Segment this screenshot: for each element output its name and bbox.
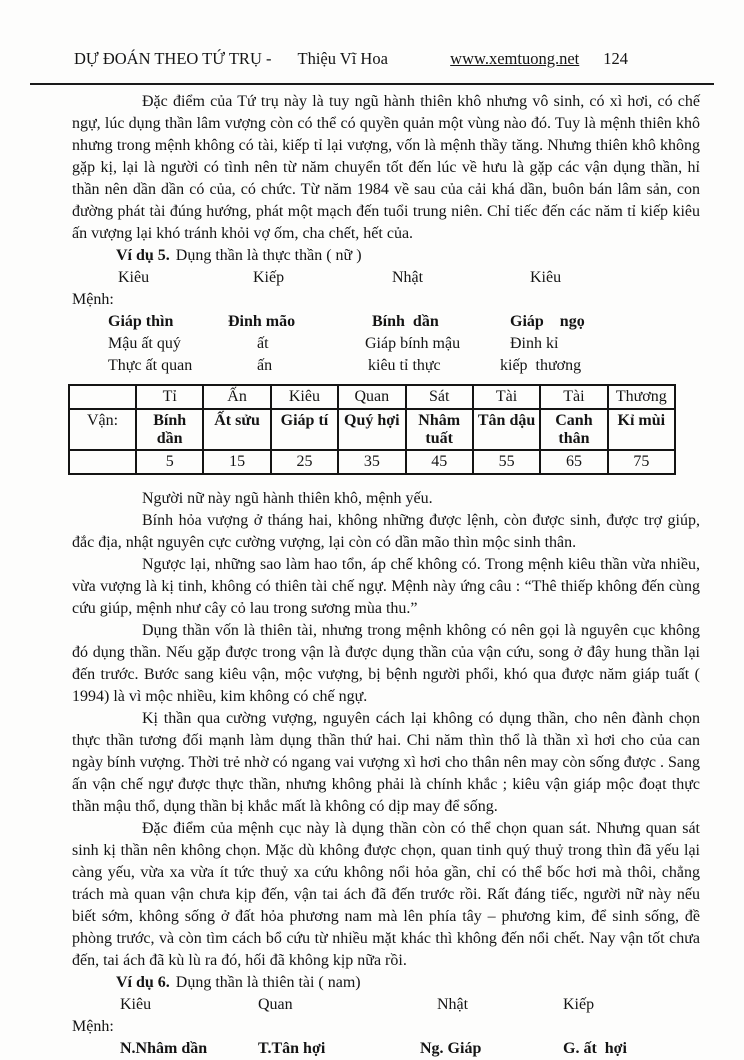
- age-cell: 75: [608, 450, 675, 474]
- pillar: Giáp thìn: [108, 313, 174, 330]
- god-label: Nhật: [392, 269, 424, 286]
- god-label: Nhật: [437, 996, 469, 1013]
- god-label: Kiêu: [530, 269, 562, 286]
- hidden-stem: ất: [257, 335, 269, 352]
- pillar-cell: Kỉ mùi: [608, 409, 675, 450]
- god-cell: Ấn: [203, 385, 270, 409]
- table-row: [69, 409, 675, 450]
- hidden-god: kiêu tỉ thực: [368, 357, 441, 374]
- example5-title-text: Dụng thần là thực thần ( nữ ): [175, 247, 362, 264]
- example6-menh-label: Mệnh:: [72, 1018, 114, 1035]
- age-cell: 5: [136, 450, 203, 474]
- table-row: [69, 385, 675, 409]
- god-cell: Quan: [338, 385, 405, 409]
- website-link[interactable]: www.xemtuong.net: [450, 49, 580, 68]
- example5-menh-label: Mệnh:: [72, 291, 114, 308]
- example6-title: [116, 972, 700, 994]
- empty-cell: [69, 450, 136, 474]
- god-label: Kiêu: [118, 269, 150, 286]
- pillar: Đinh mão: [228, 313, 296, 330]
- pillar-cell: Ất sửu: [203, 409, 270, 450]
- god-cell: Sát: [406, 385, 473, 409]
- intro-paragraph: Đặc điểm của Tứ trụ này là tuy ngũ hành thiên khô nhưng vô sinh, có xì hơi, có chế ngự, lúc dụng thần lâm vượng còn có thể có quyền quản một vùng nào đó. Tuy là mệnh thiên khô nhưng trong mệnh không có tài, kiếp tỉ lại vượng, vốn là mệnh thầy tăng. Nhưng thiên khô không gặp kị, lại là người có tình nên từ năm chuyển tốt đến lúc về hưu là gặp các vận dụng thần, hỉ thần nên dần dần có của, có chức. Từ năm 1984 về sau của cải khá dần, buôn bán lâm sản, con đường phát tài đúng hướng, phát một mạch đến tuổi trung niên. Chỉ tiếc đến các năm tỉ kiếp kiêu ấn vượng lại khó tránh khỏi vợ ốm, cha chết, hết của.: [72, 93, 700, 242]
- example5-label: Ví dụ 5.: [116, 247, 170, 264]
- example5-hidden-stems-row: [72, 333, 700, 355]
- example5-gods-row: [72, 267, 700, 289]
- age-cell: 45: [406, 450, 473, 474]
- god-cell: Tài: [473, 385, 540, 409]
- example6-title-text: Dụng thần là thiên tài ( nam): [175, 974, 361, 991]
- example5-hidden-gods-row: [72, 355, 700, 377]
- pillar-cell: Giáp tí: [271, 409, 338, 450]
- god-cell: Thương: [608, 385, 675, 409]
- page-body: [0, 85, 744, 1060]
- god-cell: Kiêu: [271, 385, 338, 409]
- hidden-god: ấn: [257, 357, 273, 374]
- book-author: Thiệu Vĩ Hoa: [297, 49, 388, 68]
- hidden-stem: Mậu ất quý: [108, 335, 181, 352]
- pillar: Ng. Giáp: [420, 1040, 482, 1057]
- pillar: Giáp ngọ: [510, 313, 585, 330]
- table-row: [69, 450, 675, 474]
- god-label: Quan: [258, 996, 293, 1013]
- pillar: G. ất hợi: [563, 1040, 627, 1057]
- body-paragraph: Người nữ này ngũ hành thiên khô, mệnh yếu.: [142, 490, 433, 507]
- age-cell: 55: [473, 450, 540, 474]
- book-title: DỰ ĐOÁN THEO TỨ TRỤ -: [74, 49, 272, 68]
- hidden-stem: Giáp bính mậu: [365, 335, 461, 352]
- empty-cell: [69, 385, 136, 409]
- body-paragraph: Đặc điểm của mệnh cục này là dụng thần còn có thể chọn quan sát. Nhưng quan sát sinh kị thần nên không chọn. Mặc dù không được chọn, quan tinh quý thuỷ trong thìn đã yếu lại càng yếu, vừa xa vừa ít tức thuỷ xa cứu không nổi hỏa gần, chỉ có thể bốc hơi mà thôi, chẳng trách mà quan vận chưa kịp đến, vận tai ách đã đến trước rồi. Rất đáng tiếc, người nữ này nếu biết sớm, không sống ở đất hỏa phương nam mà lên phía tây – phương kim, để sinh sống, đề phòng trước, và còn tìm cách bổ cứu từ nhiều mặt khác thì không đến nổi chết. Nay vận tốt chưa đến, tai ách đã kù lù ra đó, hối đã không kịp nữa rồi.: [72, 820, 700, 969]
- body-paragraph: Ngược lại, những sao làm hao tổn, áp chế không có. Trong mệnh kiêu thần vừa nhiều, vừa vượng là kị tinh, không có thiên tài chế ngự. Mệnh này ứng câu : “Thê thiếp không đến cùng cứu giúp, mệnh như cây cỏ lau trong sương mùa thu.”: [72, 556, 700, 617]
- van-label-cell: Vận:: [69, 409, 136, 450]
- age-cell: 25: [271, 450, 338, 474]
- pillar: N.Nhâm dần: [120, 1040, 208, 1057]
- god-label: Kiếp: [563, 996, 595, 1013]
- god-label: Kiêu: [120, 996, 152, 1013]
- pillar-cell: Bính dần: [136, 409, 203, 450]
- pillar: T.Tân hợi: [258, 1040, 326, 1057]
- god-label: Kiếp: [253, 269, 285, 286]
- age-cell: 15: [203, 450, 270, 474]
- body-paragraph: Kị thần qua cường vượng, nguyên cách lại không có dụng thần, cho nên đành chọn thực thần tương đối mạnh làm dụng thần thứ hai. Chi năm thìn thổ là thần xì hơi cho của can ngày bính vượng. Thời trẻ nhờ có ngang vai vượng xì hơi cho thân nên may còn sống được . Sang ấn vận chế ngự được thực thần, nhưng không phải là chính khắc ; kiêu vận giáp mộc đoạt thực thần mậu thổ, dụng thần bị khắc mất là không có dịp may để sống.: [72, 710, 700, 815]
- pillar-cell: Tân dậu: [473, 409, 540, 450]
- age-cell: 65: [540, 450, 607, 474]
- pillar-cell: Nhâm tuất: [406, 409, 473, 450]
- example5-title: [116, 245, 700, 267]
- page-number: 124: [603, 49, 628, 68]
- hidden-god: kiếp thương: [500, 357, 582, 374]
- example5-pillars-row: [72, 311, 700, 333]
- body-paragraph: Bính hỏa vượng ở tháng hai, không những được lệnh, còn được sinh, được trợ giúp, đắc địa, nhật nguyên cực cường vượng, lại còn có dần mão thìn mộc sinh thân.: [72, 512, 700, 551]
- hidden-stem: Đinh kỉ: [510, 335, 559, 352]
- example6-gods-row: [72, 994, 700, 1016]
- pillar-cell: Canh thân: [540, 409, 607, 450]
- body-paragraph: Dụng thần vốn là thiên tài, nhưng trong mệnh không có nên gọi là nguyên cục không đó dụng thần. Nếu gặp được trong vận là được dụng thần của vận cứu, song ở đây hung thần lại đến trước. Bước sang kiêu vận, mộc vượng, bị bệnh người phổi, khó qua được năm giáp tuất ( 1994) là vì mộc nhiều, kim không có chế ngự.: [72, 622, 700, 705]
- pillar: Bính dần: [372, 313, 439, 330]
- hidden-god: Thực ất quan: [108, 357, 193, 374]
- example6-label: Ví dụ 6.: [116, 974, 170, 991]
- page-header: [30, 0, 714, 85]
- age-cell: 35: [338, 450, 405, 474]
- luck-pillar-table: [68, 384, 676, 475]
- god-cell: Tỉ: [136, 385, 203, 409]
- god-cell: Tài: [540, 385, 607, 409]
- pillar-cell: Quý hợi: [338, 409, 405, 450]
- example6-pillars-row: [72, 1038, 700, 1060]
